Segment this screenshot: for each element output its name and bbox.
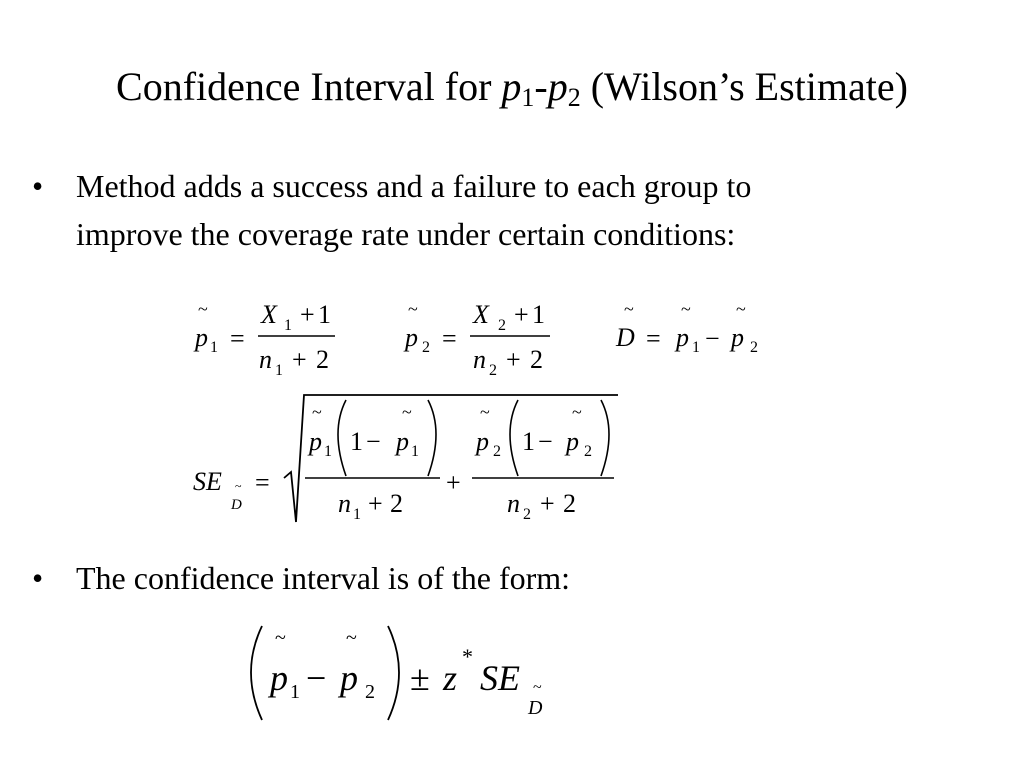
subscript: 1 xyxy=(284,317,292,334)
plus-sign: + xyxy=(292,345,307,374)
title-dash: - xyxy=(534,64,548,109)
subscript: 1 xyxy=(275,362,283,379)
symbol-se: SE xyxy=(480,658,520,698)
subscript: 2 xyxy=(498,317,506,334)
title-prefix: Confidence Interval for xyxy=(116,64,502,109)
left-paren xyxy=(338,400,346,476)
symbol-p: p xyxy=(309,427,322,456)
symbol-p: p xyxy=(676,323,689,352)
title-sub1: 1 xyxy=(521,83,535,112)
symbol-x: X xyxy=(473,300,489,329)
symbol-p: p xyxy=(731,323,744,352)
subscript: 2 xyxy=(750,339,758,356)
plus-sign: + xyxy=(514,300,529,329)
minus-sign: − xyxy=(705,324,720,353)
tilde: ~ xyxy=(533,679,542,696)
tilde: ~ xyxy=(736,299,746,319)
title-p2: p xyxy=(547,64,568,109)
title-p1: p xyxy=(501,64,522,109)
bullet-symbol: • xyxy=(32,168,44,204)
formula-confidence-interval xyxy=(251,626,543,720)
symbol-n: n xyxy=(507,489,520,518)
numeral: 2 xyxy=(563,489,576,518)
subscript: 1 xyxy=(324,443,332,460)
right-paren xyxy=(601,400,609,476)
symbol-p: p xyxy=(195,323,208,352)
symbol-se: SE xyxy=(193,467,222,496)
subscript: 2 xyxy=(489,362,497,379)
symbol-d: D xyxy=(616,323,635,352)
formula-d-tilde xyxy=(615,299,758,356)
symbol-p: p xyxy=(270,658,288,698)
equals-sign: = xyxy=(255,468,270,497)
plus-sign: + xyxy=(300,300,315,329)
subscript: 2 xyxy=(523,506,531,523)
plus-sign: + xyxy=(446,468,461,497)
minus-sign: − xyxy=(306,658,327,698)
bullet-interval-form xyxy=(32,554,952,604)
subscript: 2 xyxy=(365,681,375,703)
subscript: 1 xyxy=(353,506,361,523)
numeral: 2 xyxy=(316,345,329,374)
plus-minus-sign: ± xyxy=(410,658,430,698)
tilde: ~ xyxy=(235,479,242,493)
plus-sign: + xyxy=(368,489,383,518)
tilde: ~ xyxy=(408,299,418,319)
numeral: 1 xyxy=(532,300,545,329)
equals-sign: = xyxy=(230,324,245,353)
tilde: ~ xyxy=(198,299,208,319)
symbol-n: n xyxy=(473,345,486,374)
bullet-line: Method adds a success and a failure to each group to xyxy=(76,168,752,204)
tilde: ~ xyxy=(624,299,634,319)
numeral: 2 xyxy=(390,489,403,518)
bullet-line: improve the coverage rate under certain conditions: xyxy=(76,216,736,252)
right-paren xyxy=(388,626,399,720)
symbol-p: p xyxy=(476,427,489,456)
tilde: ~ xyxy=(346,627,357,649)
numeral: 1 xyxy=(522,427,535,456)
symbol-z: z xyxy=(443,658,458,698)
equals-sign: = xyxy=(442,324,457,353)
symbol-x: X xyxy=(261,300,277,329)
left-paren xyxy=(510,400,518,476)
subscript: 1 xyxy=(692,339,700,356)
title-sub2: 2 xyxy=(567,83,581,112)
bullet-line: The confidence interval is of the form: xyxy=(76,560,571,596)
tilde: ~ xyxy=(572,402,582,422)
numeral: 1 xyxy=(318,300,331,329)
symbol-n: n xyxy=(338,489,351,518)
symbol-p: p xyxy=(405,323,418,352)
subscript: 2 xyxy=(493,443,501,460)
formula-standard-error xyxy=(193,395,618,523)
plus-sign: + xyxy=(540,489,555,518)
formula-p2-tilde xyxy=(403,299,550,379)
subscript: 1 xyxy=(210,339,218,356)
plus-sign: + xyxy=(506,345,521,374)
equals-sign: = xyxy=(646,324,661,353)
subscript: 1 xyxy=(290,681,300,703)
tilde: ~ xyxy=(275,627,286,649)
symbol-p: p xyxy=(566,427,579,456)
bullet-symbol: • xyxy=(32,560,44,596)
tilde: ~ xyxy=(402,402,412,422)
superscript-star: * xyxy=(462,644,473,669)
subscript: 1 xyxy=(411,443,419,460)
numeral: 2 xyxy=(530,345,543,374)
symbol-p: p xyxy=(340,658,358,698)
subscript-d: D xyxy=(231,497,242,513)
tilde: ~ xyxy=(480,402,490,422)
subscript-d: D xyxy=(528,697,543,719)
tilde: ~ xyxy=(681,299,691,319)
left-paren xyxy=(251,626,262,720)
formula-p1-tilde xyxy=(193,299,335,379)
tilde: ~ xyxy=(312,402,322,422)
symbol-n: n xyxy=(259,345,272,374)
numeral: 1 xyxy=(350,427,363,456)
subscript: 2 xyxy=(584,443,592,460)
symbol-p: p xyxy=(396,427,409,456)
subscript: 2 xyxy=(422,339,430,356)
minus-sign: − xyxy=(366,427,381,456)
title-suffix: (Wilson’s Estimate) xyxy=(580,64,908,109)
right-paren xyxy=(428,400,436,476)
minus-sign: − xyxy=(538,427,553,456)
